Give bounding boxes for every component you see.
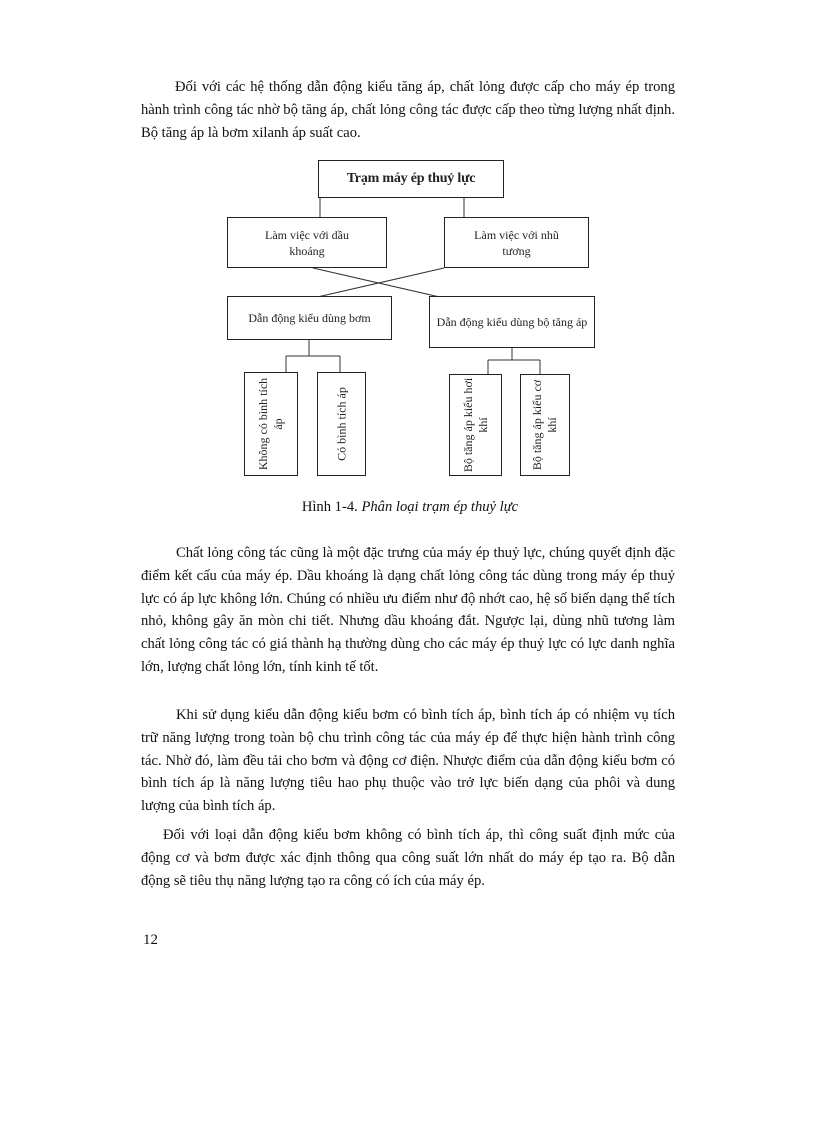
diagram-root-box <box>318 160 504 198</box>
connector-cross-1 <box>313 268 444 298</box>
diagram-booster-drive-box <box>429 296 595 348</box>
figure-caption-text: Phân loại trạm ép thuỷ lực <box>361 499 519 515</box>
diagram-oil-box <box>227 217 387 268</box>
figure-caption-label: Hình 1-4. <box>301 499 358 515</box>
paragraph-2: Chất lỏng công tác cũng là một đặc trưng của máy ép thuỷ lực, chúng quyết định đặc điểm kết cấu của máy ép. Dầu khoáng là dạng chất lỏng công tác dùng trong máy ép thuỷ lực có áp lực không lớn. Chúng có nhiều ưu điểm như độ nhớt cao, hệ số biến dạng thể tích nhỏ, không gây ăn mòn chi tiết. Nhưng dầu khoáng đắt. Ngược lại, dùng nhũ tương làm chất lỏng công tác có giá thành hạ thường dùng cho các máy ép thuỷ lực có lực danh nghĩa lớn, lượng chất lỏng lớn, tính kinh tế tốt. <box>141 545 675 675</box>
paragraph-3: Khi sử dụng kiểu dẫn động kiểu bơm có bình tích áp, bình tích áp có nhiệm vụ tích trữ năng lượng trong toàn bộ chu trình công tác của máy ép để thực hiện hành trình công tác. Nhờ đó, làm đều tải cho bơm và động cơ điện. Nhược điểm của dẫn động kiểu bơm có bình tích áp là năng lượng tiêu hao phụ thuộc vào trở lực biến dạng của phôi và dung lượng của bình tích áp. <box>141 707 675 815</box>
diagram-pump-drive-label: Dẫn động kiểu dùng bơm <box>248 311 371 325</box>
diagram-mechanical-booster-box <box>520 374 570 476</box>
diagram-pump-drive-box <box>227 296 392 340</box>
connector-cross-2 <box>313 268 444 298</box>
diagram-oil-label: Làm việc với dầu khoáng <box>265 227 349 258</box>
diagram-emulsion-label: Làm việc với nhũ tương <box>474 227 559 258</box>
diagram-booster-drive-label: Dẫn động kiểu dùng bộ tăng áp <box>436 315 588 329</box>
diagram-emulsion-box <box>444 217 589 268</box>
paragraph-1: Đối với các hệ thống dẫn động kiểu tăng áp, chất lỏng được cấp cho máy ép trong hành trình công tác nhờ bộ tăng áp, chất lỏng công tác được cấp theo từng lượng nhất định. Bộ tăng áp là bơm xilanh áp suất cao. <box>141 79 675 141</box>
figure-caption <box>0 497 816 517</box>
diagram-root-label: Trạm máy ép thuỷ lực <box>346 171 476 186</box>
diagram-accumulator-box <box>317 372 366 476</box>
diagram-pneumatic-booster-label: Bộ tăng áp kiểu hơi khí <box>460 377 490 473</box>
diagram-accumulator-label: Có bình tích áp <box>334 387 348 461</box>
diagram-no-accumulator-label: Không có bình tích áp <box>256 377 285 471</box>
diagram-connectors <box>0 0 816 500</box>
paragraph-4: Đối với loại dẫn động kiểu bơm không có bình tích áp, thì công suất định mức của động cơ và bơm được xác định thông qua công suất lớn nhất do máy ép tạo ra. Bộ dẫn động sẽ tiêu thụ năng lượng tạo ra công có ích của máy ép. <box>141 827 675 889</box>
diagram-no-accumulator-box <box>244 372 298 476</box>
diagram-mechanical-booster-label: Bộ tăng áp kiểu cơ khí <box>530 379 559 471</box>
diagram-pneumatic-booster-box <box>449 374 502 476</box>
page-number: 12 <box>143 932 158 948</box>
